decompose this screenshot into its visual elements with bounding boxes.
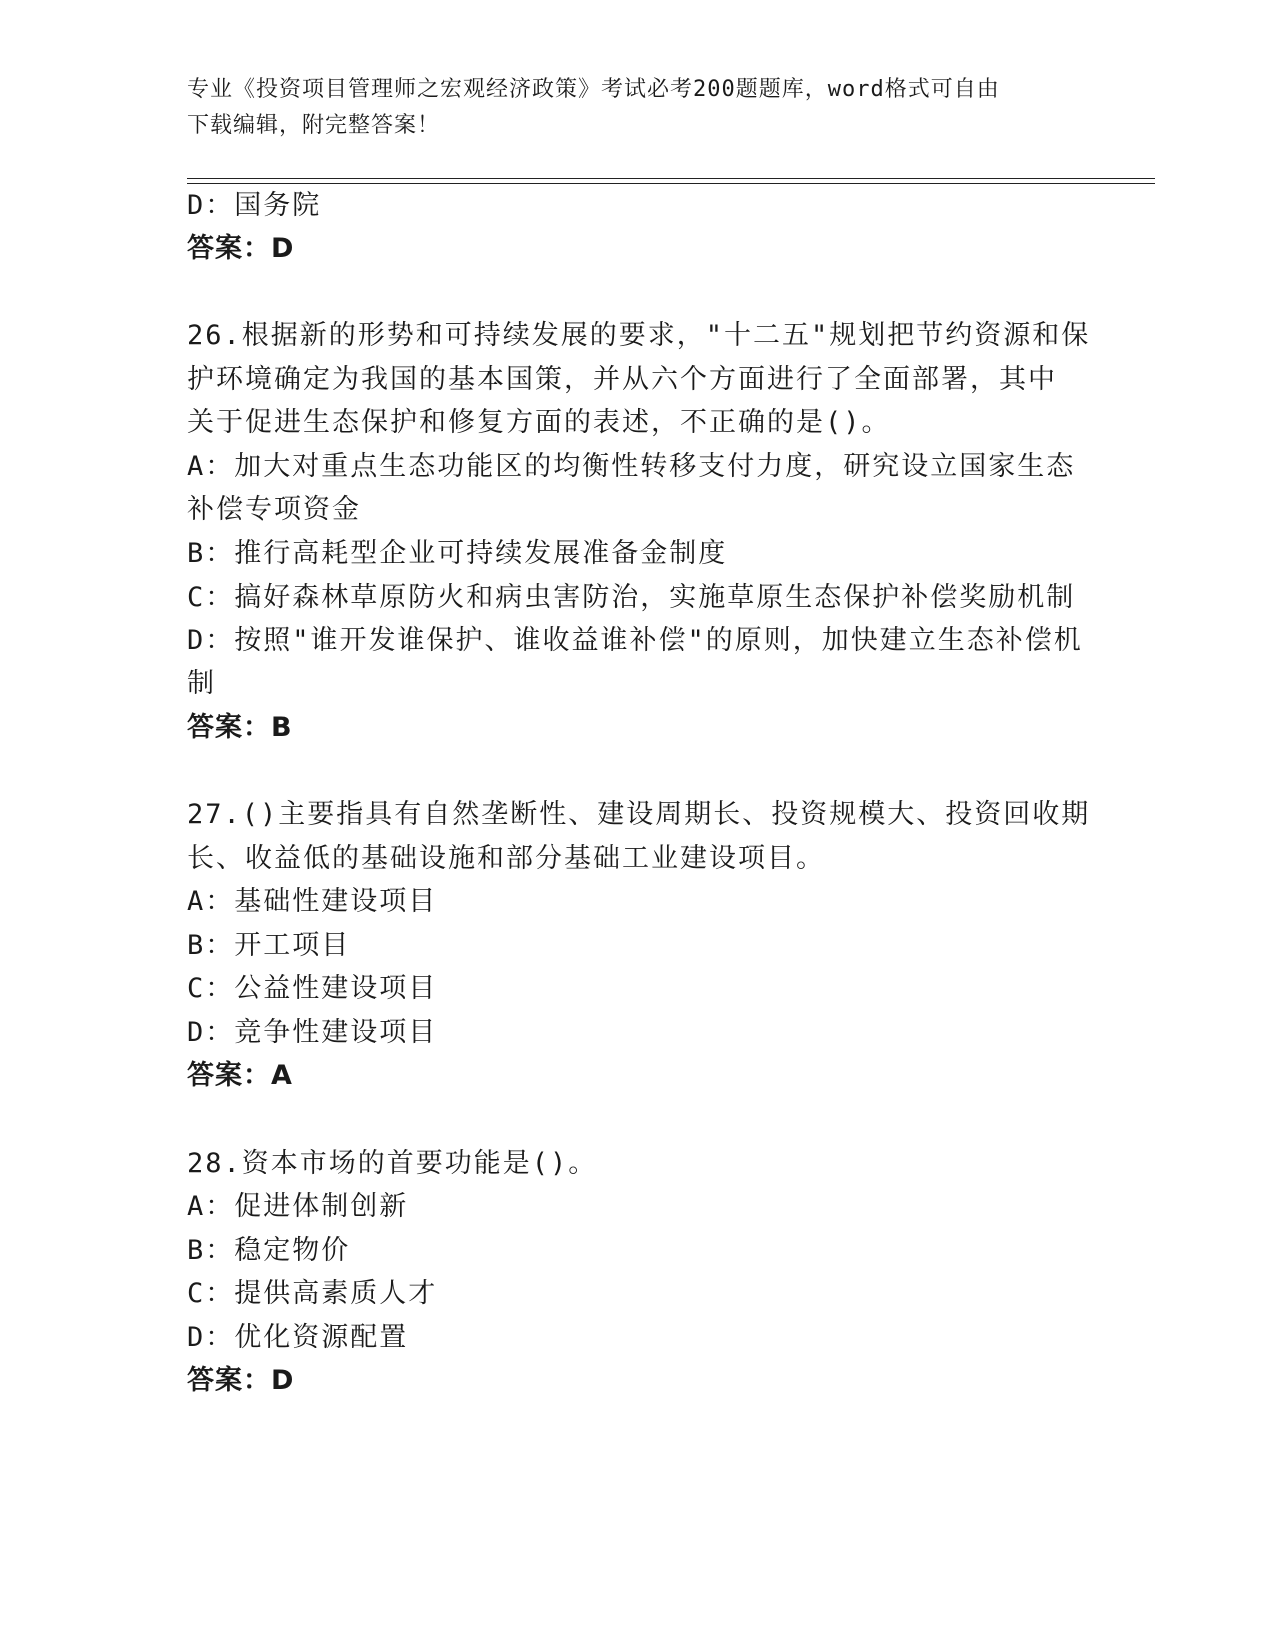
q27-answer: 答案：A: [187, 1060, 293, 1091]
q26-stem-line-3: 关于促进生态保护和修复方面的表述，不正确的是()。: [187, 407, 891, 438]
q26-option-d-line-1: D：按照"谁开发谁保护、谁收益谁补偿"的原则，加快建立生态补偿机: [187, 625, 1083, 656]
q25-answer: 答案：D: [187, 233, 295, 264]
q26-stem-line-1: 26.根据新的形势和可持续发展的要求，"十二五"规划把节约资源和保: [187, 320, 1091, 351]
q27-stem-line-1: 27.()主要指具有自然垄断性、建设周期长、投资规模大、投资回收期: [187, 799, 1091, 830]
q26-option-b: B：推行高耗型企业可持续发展准备金制度: [187, 538, 728, 569]
q28-option-b: B：稳定物价: [187, 1235, 351, 1266]
q26-option-c: C：搞好森林草原防火和病虫害防治，实施草原生态保护补偿奖励机制: [187, 582, 1076, 613]
header-rule-bottom: [187, 183, 1155, 184]
q28-option-a: A：促进体制创新: [187, 1191, 409, 1222]
q28-option-d: D：优化资源配置: [187, 1322, 409, 1353]
q26-option-a-line-2: 补偿专项资金: [187, 494, 361, 525]
q26-stem-line-2: 护环境确定为我国的基本国策，并从六个方面进行了全面部署，其中: [187, 364, 1057, 395]
q25-option-d: D：国务院: [187, 190, 322, 221]
q26-option-a-line-1: A：加大对重点生态功能区的均衡性转移支付力度，研究设立国家生态: [187, 451, 1076, 482]
header-line-1: 专业《投资项目管理师之宏观经济政策》考试必考200题题库，word格式可自由: [187, 77, 1000, 102]
q26-option-d-line-2: 制: [187, 668, 216, 699]
document-header: [187, 72, 1067, 144]
q28-stem: 28.资本市场的首要功能是()。: [187, 1148, 598, 1179]
q27-stem-line-2: 长、收益低的基础设施和部分基础工业建设项目。: [187, 843, 825, 874]
q27-option-d: D：竞争性建设项目: [187, 1017, 438, 1048]
q28-answer: 答案：D: [187, 1365, 295, 1396]
q26-answer: 答案：B: [187, 712, 293, 743]
q27-option-c: C：公益性建设项目: [187, 973, 438, 1004]
q28-option-c: C：提供高素质人才: [187, 1278, 438, 1309]
header-rule-top: [187, 178, 1155, 179]
q27-option-a: A：基础性建设项目: [187, 886, 438, 917]
header-line-2: 下载编辑，附完整答案！: [187, 113, 441, 138]
q27-option-b: B：开工项目: [187, 930, 351, 961]
